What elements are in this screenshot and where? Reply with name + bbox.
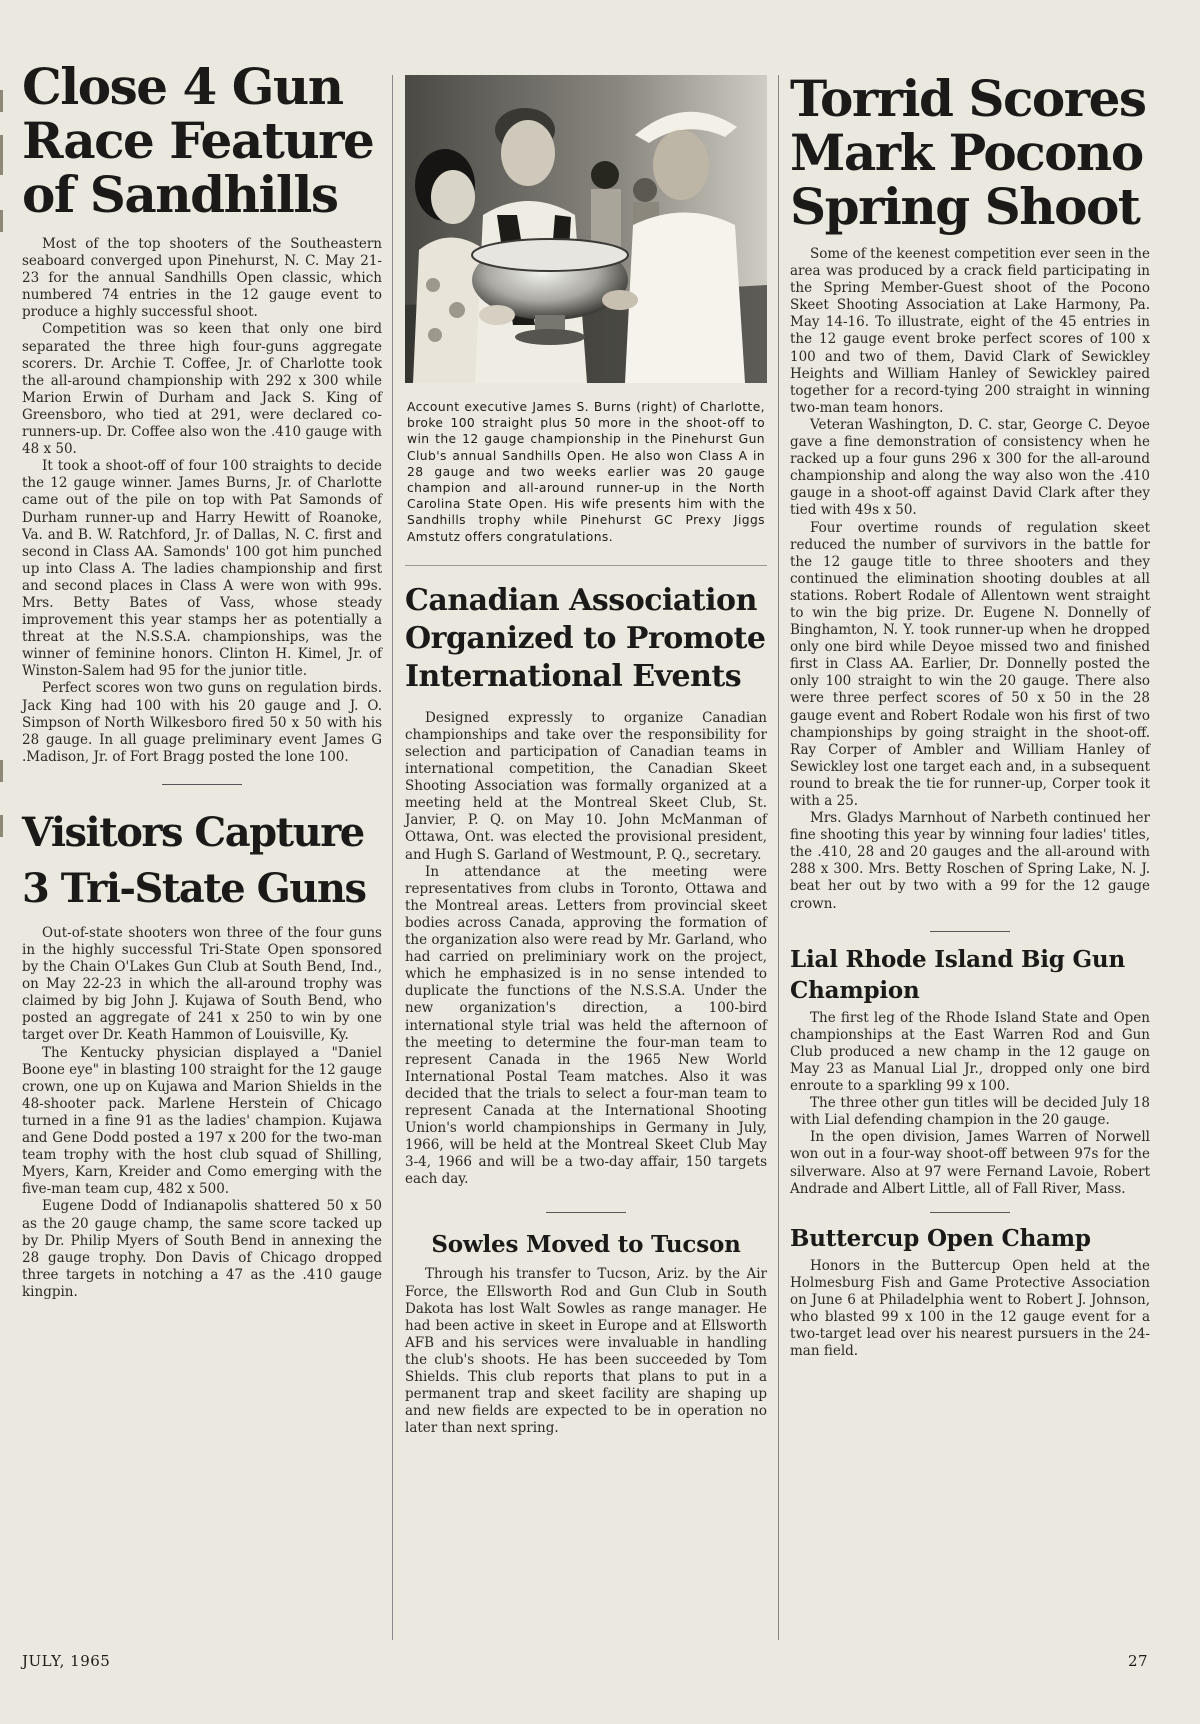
article-headline: Visitors Capture 3 Tri-State Guns: [22, 808, 366, 912]
section-divider: [546, 1212, 626, 1213]
article-headline: Buttercup Open Champ: [790, 1224, 1091, 1252]
article-pocono: [790, 69, 1150, 913]
binding-mark: [0, 135, 3, 175]
article-paragraph: In the open division, James Warren of Norwell won out in a four-way shoot-off between 97s for the silverware. Also at 97 were Fernand Lavoie, Robert Andrade and Albert Little, all of Fall River, Mass.: [790, 1129, 1150, 1197]
article-paragraph: Honors in the Buttercup Open held at the Holmesburg Fish and Game Protective Association on June 6 at Philadelphia went to Robert J. Johnson, who blasted 99 x 100 in the 12 gauge event for a two-target lead over his nearest pursuers in the 24-man field.: [790, 1257, 1150, 1360]
article-paragraph: The Kentucky physician displayed a "Daniel Boone eye" in blasting 100 straight for the 12 gauge crown, one up on Kujawa and Marion Shields in the 48-shooter pack. Marlene Herstein of Chicago turned in a fine 91 as the ladies' champion. Kujawa and Gene Dodd posted a 197 x 200 for the two-man team trophy with the host club squad of Shilling, Myers, Karn, Kreider and Como emerging with the five-man team cup, 482 x 500.: [22, 1044, 382, 1198]
article-paragraph: Perfect scores won two guns on regulation birds. Jack King had 100 with his 20 gauge and J. O. Simpson of North Wilkesboro fired 50 x 50 with his 28 gauge. In all guage preliminary event James G .Madison, Jr. of Fort Bragg posted the lone 100.: [22, 680, 382, 765]
article-tristate: [22, 805, 382, 1301]
article-paragraph: It took a shoot-off of four 100 straights to decide the 12 gauge winner. James Burns, Jr. of Charlotte came out of the pile on top with Pat Samonds of Durham runner-up and Harry Hewitt of Roanoke, Va. and B. W. Ratchford, Jr. of Dallas, N. C. first and second in Class AA. Samonds' 100 got him punched up into Class A. The ladies championship and first and second places in Class A were won with 99s. Mrs. Betty Bates of Vass, whose steady improvement this year stamps her as potentially a threat at the N.S.S.A. championships, was the winner of feminine honors. Clinton H. Kimel, Jr. of Winston-Salem had 95 for the junior title.: [22, 458, 382, 680]
article-paragraph: Most of the top shooters of the Southeastern seaboard converged upon Pinehurst, N. C. May 21-23 for the annual Sandhills Open classic, which numbered 74 entries in the 12 gauge event to produce a highly successful shoot.: [22, 236, 382, 321]
article-headline: Lial Rhode Island Big Gun Champion: [790, 945, 1125, 1004]
article-sowles: [405, 1229, 767, 1437]
left-column: [22, 57, 382, 1301]
article-canadian: [405, 582, 767, 1189]
article-headline: Sowles Moved to Tucson: [431, 1231, 741, 1259]
photo-caption: Account executive James S. Burns (right) of Charlotte, broke 100 straight plus 50 more in the shoot-off to win the 12 gauge championship in the Pinehurst Gun Club's annual Sandhills Open. He also won Class A in 28 gauge and two weeks earlier was 20 gauge champion and all-around runner-up in the North Carolina State Open. His wife presents him with the Sandhills trophy while Pinehurst GC Prexy Jiggs Amstutz offers congratulations.: [407, 400, 765, 544]
article-paragraph: Some of the keenest competition ever seen in the area was produced by a crack field participating in the Spring Member-Guest shoot of the Pocono Skeet Shooting Association at Lake Harmony, Pa. May 14-16. To illustrate, eight of the 45 entries in the 12 gauge event broke perfect scores of 100 x 100 and two of them, David Clark of Sewickley Heights and William Hanley of Sewickley paired together for a record-tying 200 straight in winning two-man team honors.: [790, 246, 1150, 416]
article-headline: Close 4 Gun Race Feature of Sandhills: [22, 57, 374, 224]
article-paragraph: In attendance at the meeting were representatives from clubs in Toronto, Ottawa and the Montreal areas. Letters from provincial skeet bodies across Canada, approving the formation of the organization also were read by Mr. Garland, who had carried on preliminiary work on the project, which he emphasized is in no sense intended to duplicate the functions of the N.S.S.A. Under the new organization's direction, a 100-bird international style trial was held the afternoon of the meeting to determine the four-man team to represent Canada in the 1965 New World International Postal Team matches. Also it was decided that the trials to select a four-man team to represent Canada at the International Shooting Union's world championships in Germany in July, 1966, will be held at the Montreal Skeet Club May 3-4, 1966 and will be a two-day affair, 150 targets each day.: [405, 863, 768, 1188]
article-paragraph: Veteran Washington, D. C. star, George C. Deyoe gave a fine demonstration of consistency when he racked up a four guns 296 x 300 for the all-around championship and along the way also won the .410 gauge in a shoot-off against David Clark after they tied with 49s x 50.: [790, 416, 1150, 519]
middle-column: [405, 60, 767, 1437]
binding-mark: [0, 760, 3, 782]
article-paragraph: Eugene Dodd of Indianapolis shattered 50 x 50 as the 20 gauge champ, the same score tacked up by Dr. Philip Myers of South Bend in annexing the 28 gauge trophy. Don Davis of Chicago dropped three targets in notching a 47 as the .410 gauge kingpin.: [22, 1198, 382, 1300]
section-divider: [162, 784, 242, 785]
right-column: [790, 60, 1150, 1360]
binding-mark: [0, 815, 3, 837]
article-buttercup: [790, 1223, 1150, 1361]
article-paragraph: Mrs. Gladys Marnhout of Narbeth continued her fine shooting this year by winning four ladies' titles, the .410, 28 and 20 gauges and the all-around with 288 x 300. Mrs. Betty Roschen of Spring Lake, N. J. beat her out by two with a 99 for the 12 gauge crown.: [790, 810, 1150, 912]
trophy-photo: [405, 75, 767, 383]
issue-date: JULY, 1965: [22, 1652, 111, 1670]
column-divider: [392, 75, 393, 1640]
article-paragraph: The first leg of the Rhode Island State and Open championships at the East Warren Rod and Gun Club produced a new champ in the 12 gauge on May 23 as Manual Lial Jr., dropped only one bird enroute to a sparkling 99 x 100.: [790, 1009, 1150, 1095]
binding-mark: [0, 90, 3, 112]
article-paragraph: The three other gun titles will be decided July 18 with Lial defending champion in the 20 gauge.: [790, 1095, 1150, 1129]
article-lial: [790, 944, 1150, 1198]
section-divider: [930, 1212, 1010, 1213]
article-paragraph: Through his transfer to Tucson, Ariz. by the Air Force, the Ellsworth Rod and Gun Club in South Dakota has lost Walt Sowles as range manager. He had been active in skeet in Europe and at Ellsworth AFB and his services were invaluable in handling the club's shoots. He has been succeeded by Tom Shields. This club reports that plans to put in a permanent trap and skeet facility are shaping up and new fields are expected to be in operation no later than next spring.: [405, 1266, 767, 1437]
article-headline: Torrid Scores Mark Pocono Spring Shoot: [790, 69, 1146, 236]
section-divider: [405, 565, 767, 566]
article-paragraph: Four overtime rounds of regulation skeet reduced the number of survivors in the battle for the 12 gauge title to three shooters and they continued the elimination shooting doubles at all stations. Robert Rodale of Allentown went straight to win the big prize. Dr. Eugene N. Donnelly of Binghamton, N. Y. took runner-up when he dropped only one bird while Deyoe missed two and finished first in Class AA. Earlier, Dr. Donnelly posted the only 100 straight to win the 20 gauge. There also were three perfect scores of 50 x 50 in the 28 gauge event and Robert Rodale won his first of two championships by going straight in the shoot-off. Ray Corper of Ambler and William Hanley of Sewickley lost one target each and, in a subsequent round to break the tie for runner-up, Corper took it with a 25.: [790, 519, 1150, 809]
binding-mark: [0, 210, 3, 232]
column-divider: [778, 75, 779, 1640]
article-paragraph: Competition was so keen that only one bird separated the three high four-guns aggregate scorers. Dr. Archie T. Coffee, Jr. of Charlotte took the all-around championship with 292 x 300 while Marion Erwin of Durham and Jack S. King of Greensboro, who tied at 291, were declared co-runners-up. Dr. Coffee also won the .410 gauge with 48 x 50.: [22, 321, 382, 458]
article-headline: Canadian Association Organized to Promote International Events: [405, 582, 766, 694]
article-paragraph: Out-of-state shooters won three of the four guns in the highly successful Tri-State Open sponsored by the Chain O'Lakes Gun Club at South Bend, Ind., on May 22-23 in which the all-around trophy was claimed by big John J. Kujawa of South Bend, who posted an aggregate of 241 x 250 to win by one target over Dr. Keath Hammon of Louisville, Ky.: [22, 924, 382, 1044]
article-sandhills: [22, 57, 382, 766]
page-number: 27: [1128, 1652, 1149, 1670]
section-divider: [930, 931, 1010, 932]
article-paragraph: Designed expressly to organize Canadian championships and take over the responsibility for selection and participation of Canadian teams in international competition, the Canadian Skeet Shooting Association was formally organized at a meeting held at the Montreal Skeet Club, St. Janvier, P. Q. on May 10. John McManman of Ottawa, Ont. was elected the provisional president, and Hugh S. Garland of Westmount, P. Q., secretary.: [405, 709, 767, 863]
